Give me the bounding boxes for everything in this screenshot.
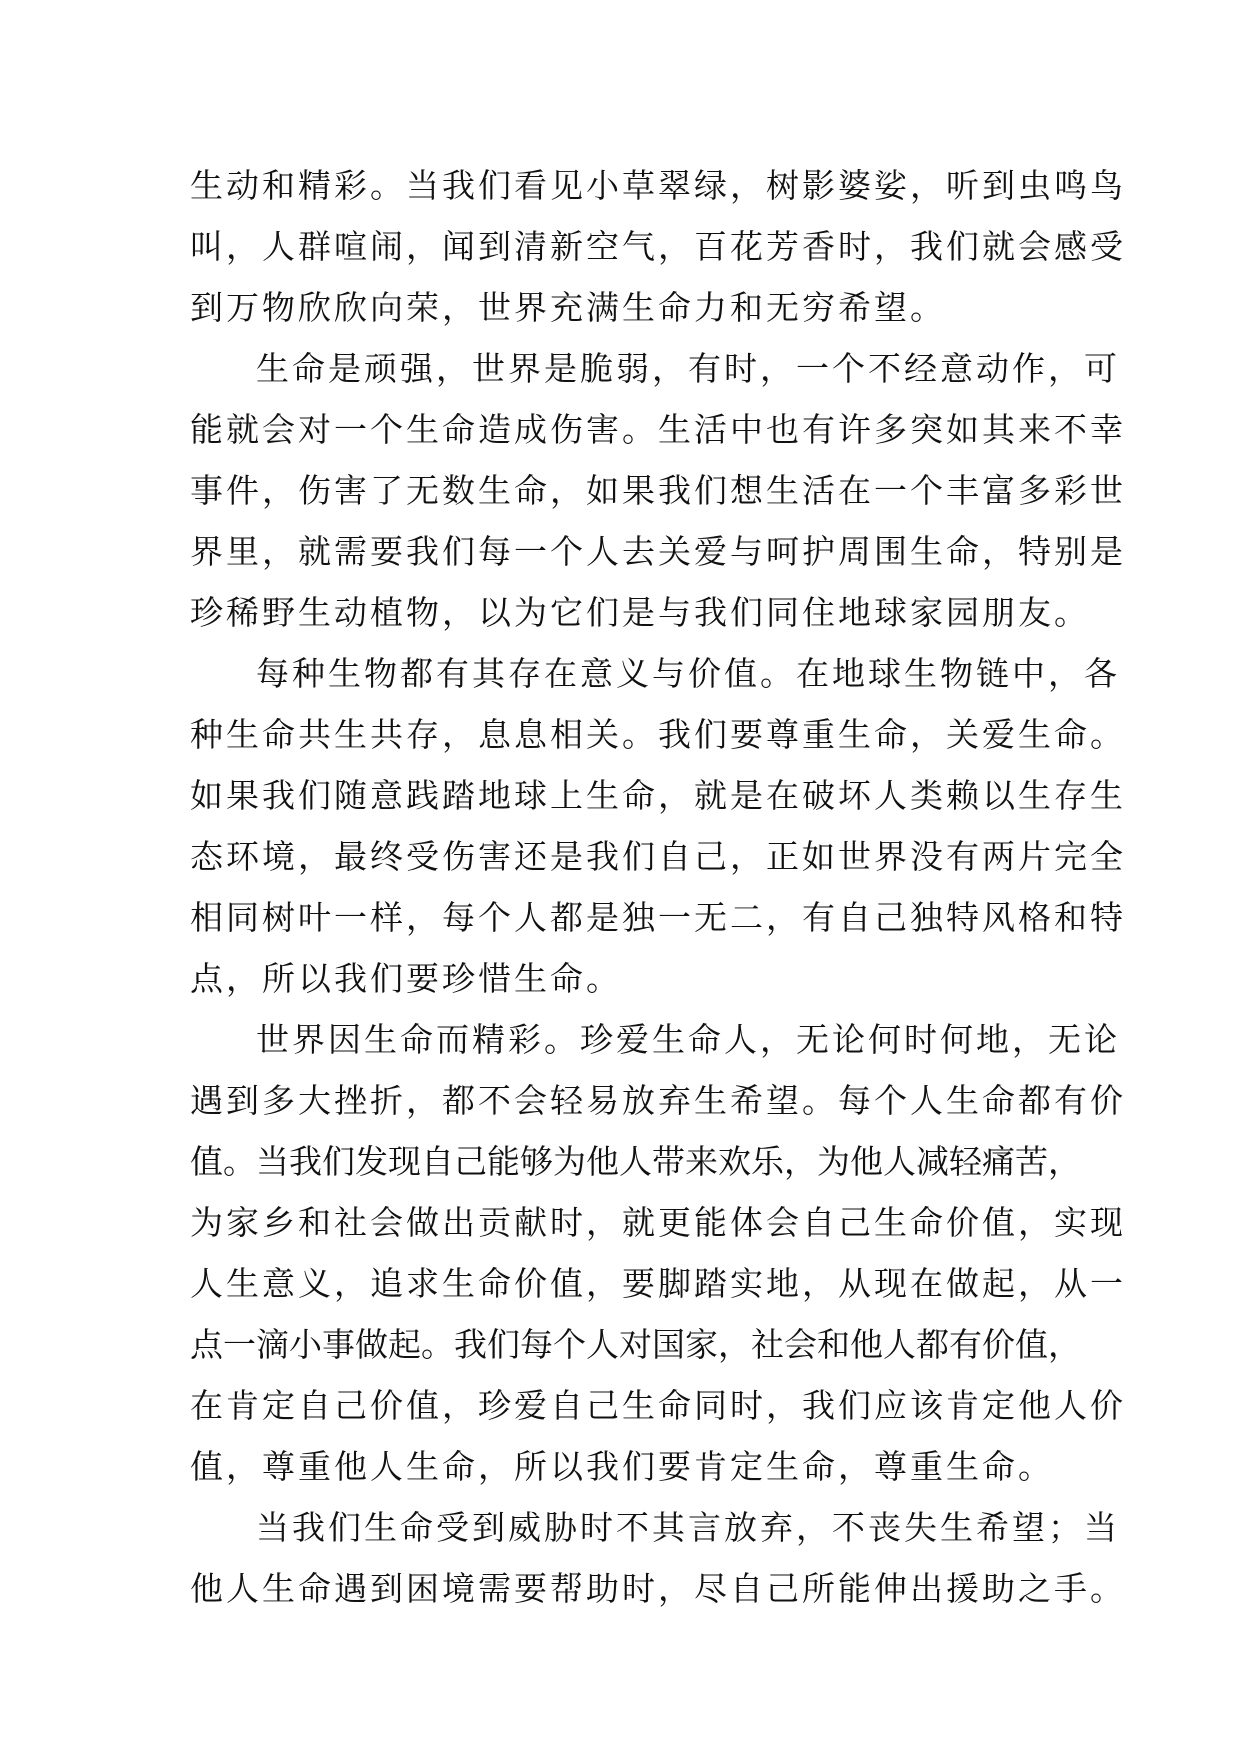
paragraph-start-line: 每种生物都有其存在意义与价值。在地球生物链中，各 xyxy=(256,654,1120,693)
text-line: 值，尊重他人生命，所以我们要肯定生命，尊重生命。 xyxy=(190,1447,1054,1486)
text-line: 点一滴小事做起。我们每个人对国家，社会和他人都有价值， xyxy=(190,1325,1081,1364)
document-body xyxy=(190,155,1126,1619)
text-line: 如果我们随意践踏地球上生命，就是在破坏人类赖以生存生 xyxy=(190,776,1126,815)
text-line: 种生命共生共存，息息相关。我们要尊重生命，关爱生命。 xyxy=(190,715,1126,754)
text-line: 界里，就需要我们每一个人去关爱与呵护周围生命，特别是 xyxy=(190,532,1126,571)
text-line: 在肯定自己价值，珍爱自己生命同时，我们应该肯定他人价 xyxy=(190,1386,1126,1425)
text-line: 人生意义，追求生命价值，要脚踏实地，从现在做起，从一 xyxy=(190,1264,1126,1303)
text-line: 态环境，最终受伤害还是我们自己，正如世界没有两片完全 xyxy=(190,837,1126,876)
paragraph-start-line: 世界因生命而精彩。珍爱生命人，无论何时何地，无论 xyxy=(256,1020,1120,1059)
text-line: 他人生命遇到困境需要帮助时，尽自己所能伸出援助之手。 xyxy=(190,1569,1126,1608)
text-line: 为家乡和社会做出贡献时，就更能体会自己生命价值，实现 xyxy=(190,1203,1126,1242)
paragraph-start-line: 当我们生命受到威胁时不其言放弃，不丧失生希望；当 xyxy=(256,1508,1120,1547)
text-line: 叫，人群喧闹，闻到清新空气，百花芳香时，我们就会感受 xyxy=(190,227,1126,266)
paragraph-start-line: 生命是顽强，世界是脆弱，有时，一个不经意动作，可 xyxy=(256,349,1120,388)
text-line: 能就会对一个生命造成伤害。生活中也有许多突如其来不幸 xyxy=(190,410,1126,449)
text-line: 值。当我们发现自己能够为他人带来欢乐，为他人减轻痛苦， xyxy=(190,1142,1081,1181)
text-line: 到万物欣欣向荣，世界充满生命力和无穷希望。 xyxy=(190,288,946,327)
text-line: 珍稀野生动植物，以为它们是与我们同住地球家园朋友。 xyxy=(190,593,1090,632)
text-line: 相同树叶一样，每个人都是独一无二，有自己独特风格和特 xyxy=(190,898,1126,937)
text-line: 事件，伤害了无数生命，如果我们想生活在一个丰富多彩世 xyxy=(190,471,1126,510)
text-line: 点，所以我们要珍惜生命。 xyxy=(190,959,622,998)
text-line: 生动和精彩。当我们看见小草翠绿，树影婆娑，听到虫鸣鸟 xyxy=(190,166,1126,205)
text-line: 遇到多大挫折，都不会轻易放弃生希望。每个人生命都有价 xyxy=(190,1081,1126,1120)
